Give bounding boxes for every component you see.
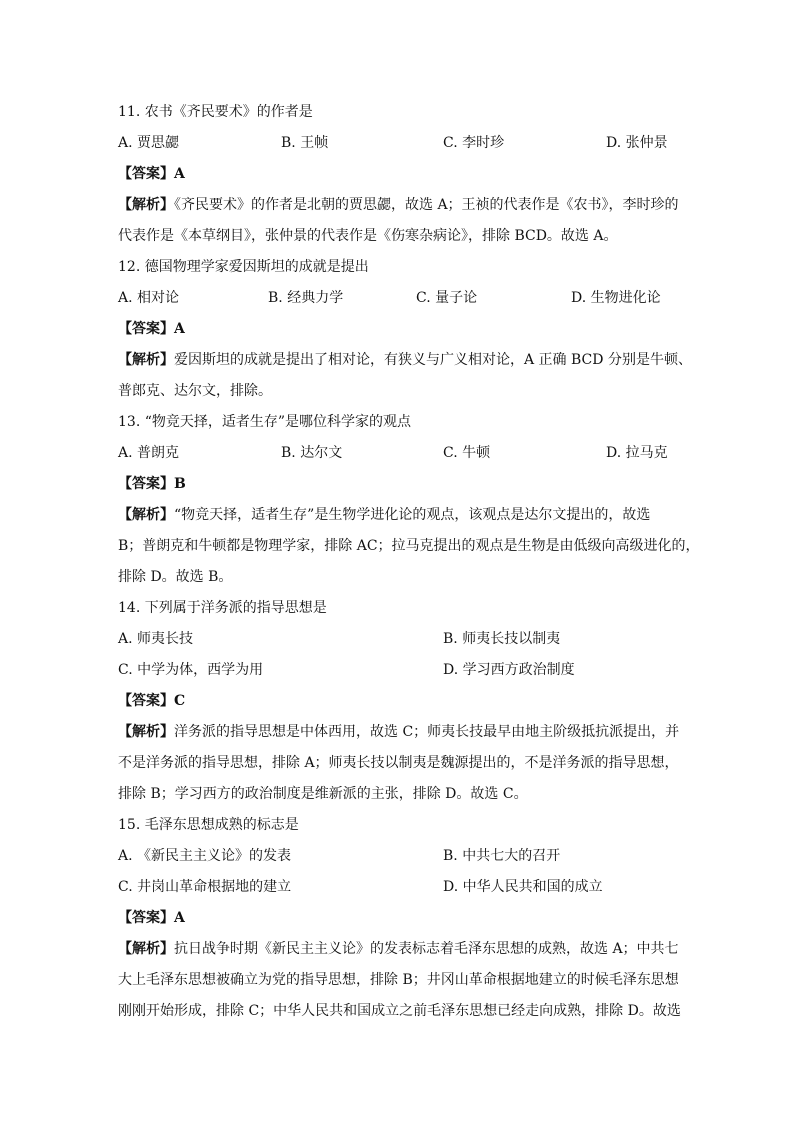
option-row [118, 875, 678, 906]
option-row [118, 131, 678, 162]
option-c: C. 牛顿 [443, 445, 491, 461]
analysis-tag: 【解析】 [118, 197, 174, 213]
option-d: D. 中华人民共和国的成立 [443, 879, 603, 895]
analysis-line: B；普朗克和牛顿都是物理学家，排除 AC；拉马克提出的观点是生物是由低级向高级进化的， [118, 538, 700, 554]
analysis-text: 爱因斯坦的成就是提出了相对论，有狭义与广义相对论，A 正确 BCD 分别是牛顿、 [174, 352, 692, 368]
option-b: B. 中共七大的召开 [443, 848, 561, 864]
option-b: B. 达尔文 [281, 445, 343, 461]
question-stem: 12. 德国物理学家爱因斯坦的成就是提出 [118, 259, 369, 275]
option-b: B. 经典力学 [268, 290, 344, 306]
option-a: A. 普朗克 [118, 445, 180, 461]
analysis-line: 代表作是《本草纲目》，张仲景的代表作是《伤寒杂病论》，排除 BCD。故选 A。 [118, 228, 618, 244]
option-d: D. 生物进化论 [571, 290, 661, 306]
analysis-text: 《齐民要术》的作者是北朝的贾思勰，故选 A；王祯的代表作是《农书》，李时珍的 [174, 197, 679, 213]
option-d: D. 拉马克 [606, 445, 668, 461]
option-row [118, 286, 678, 317]
option-a: A. 《新民主主义论》的发表 [118, 848, 292, 864]
analysis-line [118, 348, 692, 379]
option-a: A. 师夷长技 [118, 631, 194, 647]
question-14 [118, 596, 678, 813]
option-c: C. 李时珍 [443, 135, 505, 151]
option-d: D. 张仲景 [606, 135, 668, 151]
answer-line: 【答案】B [118, 476, 186, 492]
analysis-line: 普郎克、达尔文，排除。 [118, 383, 272, 399]
option-b: B. 师夷长技以制夷 [443, 631, 561, 647]
question-list [118, 100, 700, 1030]
question-13 [118, 410, 700, 596]
analysis-line [118, 937, 678, 968]
answer-line: 【答案】A [118, 166, 185, 182]
option-c: C. 中学为体，西学为用 [118, 662, 264, 678]
analysis-text: 抗日战争时期《新民主主义论》的发表标志着毛泽东思想的成熟，故选 A；中共七 [174, 941, 679, 957]
analysis-text: 洋务派的指导思想是中体西用，故选 C；师夷长技最早由地主阶级抵抗派提出，并 [174, 724, 680, 740]
analysis-line: 刚刚开始形成，排除 C；中华人民共和国成立之前毛泽东思想已经走向成熟，排除 D。故选 [118, 1003, 681, 1019]
option-row [118, 627, 678, 658]
analysis-line [118, 720, 678, 751]
analysis-line [118, 503, 678, 534]
analysis-text: “物竞天择，适者生存”是生物学进化论的观点，该观点是达尔文提出的，故选 [174, 507, 651, 523]
question-11 [118, 100, 678, 255]
option-d: D. 学习西方政治制度 [443, 662, 575, 678]
analysis-tag: 【解析】 [118, 724, 174, 740]
analysis-tag: 【解析】 [118, 352, 174, 368]
question-15 [118, 813, 681, 1030]
analysis-line [118, 193, 678, 224]
analysis-line: 大上毛泽东思想被确立为党的指导思想，排除 B；井冈山革命根据地建立的时候毛泽东思想 [118, 972, 679, 988]
question-12 [118, 255, 692, 410]
analysis-line: 排除 D。故选 B。 [118, 569, 233, 585]
analysis-line: 不是洋务派的指导思想，排除 A；师夷长技以制夷是魏源提出的，不是洋务派的指导思想， [118, 755, 679, 771]
option-row [118, 844, 678, 875]
option-b: B. 王帧 [281, 135, 329, 151]
answer-line: 【答案】A [118, 910, 185, 926]
question-stem: 11. 农书《齐民要术》的作者是 [118, 104, 313, 120]
question-stem: 14. 下列属于洋务派的指导思想是 [118, 600, 327, 616]
analysis-line: 排除 B；学习西方的政治制度是维新派的主张，排除 D。故选 C。 [118, 786, 528, 802]
option-row [118, 658, 678, 689]
option-c: C. 井岗山革命根据地的建立 [118, 879, 292, 895]
option-a: A. 相对论 [118, 290, 180, 306]
question-stem: 15. 毛泽东思想成熟的标志是 [118, 817, 299, 833]
option-c: C. 量子论 [416, 290, 478, 306]
option-row [118, 441, 678, 472]
option-a: A. 贾思勰 [118, 135, 180, 151]
question-stem: 13. “物竞天择，适者生存”是哪位科学家的观点 [118, 414, 412, 430]
answer-line: 【答案】A [118, 321, 185, 337]
analysis-tag: 【解析】 [118, 507, 174, 523]
analysis-tag: 【解析】 [118, 941, 174, 957]
answer-line: 【答案】C [118, 693, 186, 709]
